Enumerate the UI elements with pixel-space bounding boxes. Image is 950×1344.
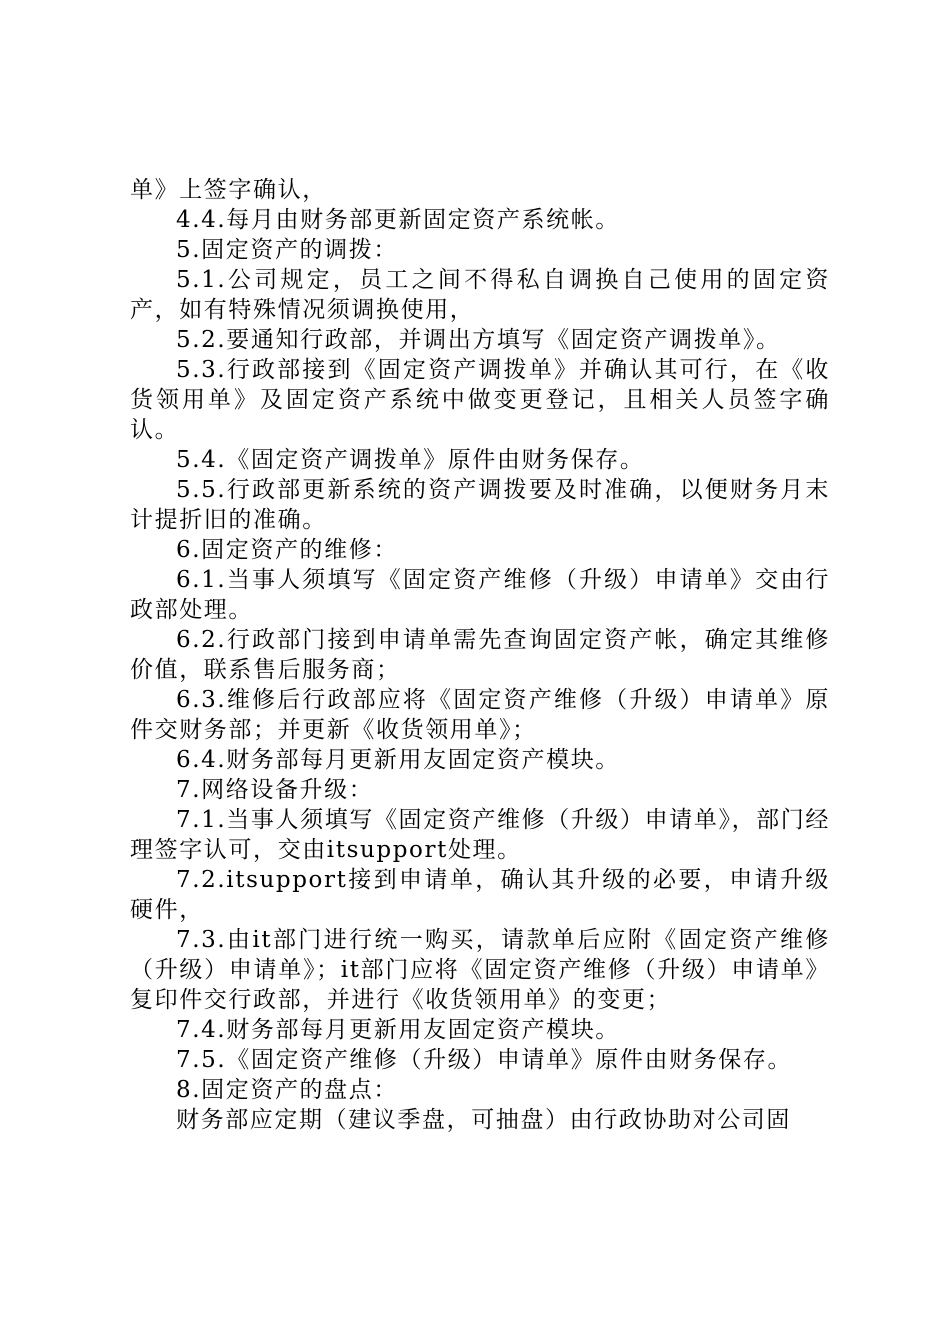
paragraph-8-body: 财务部应定期（建议季盘，可抽盘）由行政协助对公司固 [176, 1107, 791, 1133]
paragraph-7-5: 7.5.《固定资产维修（升级）申请单》原件由财务保存。 [176, 1047, 793, 1073]
paragraph-7-1: 7.1.当事人须填写《固定资产维修（升级）申请单》，部门经理签字认可，交由itsupport处理。 [130, 807, 830, 863]
paragraph-6-4: 6.4.财务部每月更新用友固定资产模块。 [176, 747, 620, 773]
paragraph-continuation: 单》上签字确认， [130, 177, 327, 203]
paragraph-5-1: 5.1.公司规定，员工之间不得私自调换自己使用的固定资产，如有特殊情况须调换使用， [130, 267, 830, 323]
paragraph-4-4: 4.4.每月由财务部更新固定资产系统帐。 [176, 207, 620, 233]
paragraph-5-4: 5.4.《固定资产调拨单》原件由财务保存。 [176, 447, 645, 473]
paragraph-7-3: 7.3.由it部门进行统一购买，请款单后应附《固定资产维修（升级）申请单》；it部门应将《固定资产维修（升级）申请单》复印件交行政部，并进行《收货领用单》的变更； [130, 927, 830, 1013]
heading-8: 8.固定资产的盘点： [176, 1077, 398, 1103]
paragraph-7-4: 7.4.财务部每月更新用友固定资产模块。 [176, 1017, 620, 1043]
paragraph-5-5: 5.5.行政部更新系统的资产调拨要及时准确，以便财务月末计提折旧的准确。 [130, 477, 830, 533]
paragraph-7-2: 7.2.itsupport接到申请单，确认其升级的必要，申请升级硬件， [130, 867, 830, 923]
heading-5: 5.固定资产的调拨： [176, 237, 398, 263]
paragraph-6-2: 6.2.行政部门接到申请单需先查询固定资产帐，确定其维修价值，联系售后服务商； [130, 627, 830, 683]
document-body [130, 175, 830, 1135]
heading-7: 7.网络设备升级： [176, 777, 374, 803]
paragraph-5-2: 5.2.要通知行政部，并调出方填写《固定资产调拨单》。 [176, 327, 781, 353]
paragraph-6-1: 6.1.当事人须填写《固定资产维修（升级）申请单》交由行政部处理。 [130, 567, 830, 623]
heading-6: 6.固定资产的维修： [176, 537, 398, 563]
paragraph-5-3: 5.3.行政部接到《固定资产调拨单》并确认其可行，在《收货领用单》及固定资产系统中做变更登记，且相关人员签字确认。 [130, 357, 830, 443]
paragraph-6-3: 6.3.维修后行政部应将《固定资产维修（升级）申请单》原件交财务部；并更新《收货领用单》； [130, 687, 830, 743]
